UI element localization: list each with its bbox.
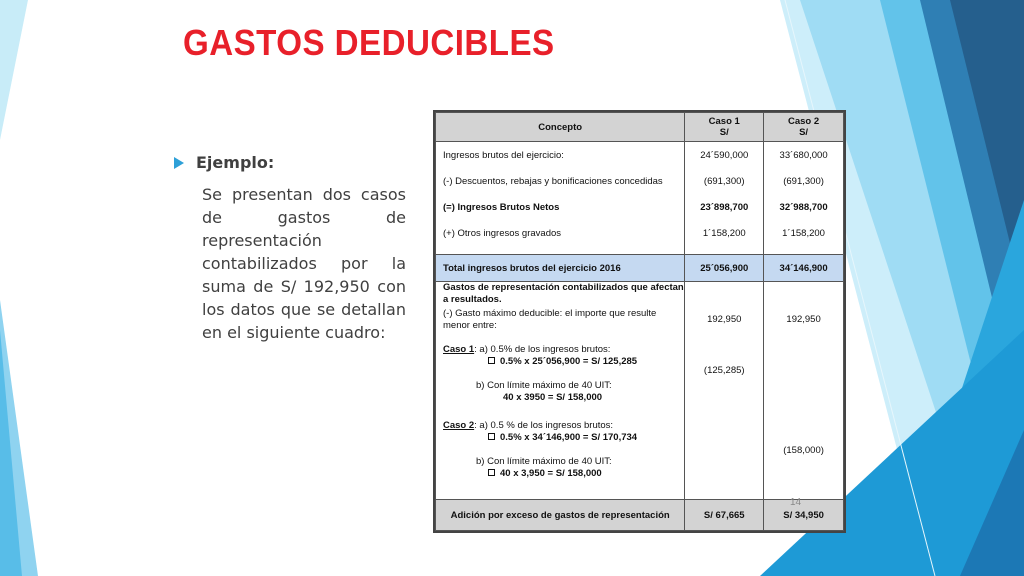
- detail-case1-amount: 192,950: [707, 314, 742, 325]
- detail-case1: [685, 282, 764, 500]
- case2-column: [764, 142, 844, 255]
- concept-column: [436, 142, 685, 255]
- case1-label: Caso 1: [443, 344, 475, 355]
- header-case2: Caso 2 S/: [764, 113, 844, 142]
- table-detail-row: [436, 282, 844, 500]
- detail-case2-b-calc: [443, 468, 684, 480]
- page-number: 14: [790, 497, 802, 508]
- concept-row-4: (+) Otros ingresos gravados: [443, 228, 562, 239]
- bullet-text: Se presentan dos casos de gastos de representación contabilizados por la suma de S/ 192,950 con los datos que se detallan en el siguiente cuadro:: [202, 185, 406, 342]
- bullet-label: Ejemplo:: [196, 153, 275, 172]
- slide-title: GASTOS DEDUCIBLES: [183, 22, 555, 63]
- case1-row-1: 24´590,000: [700, 150, 749, 161]
- footer-concept: Adición por exceso de gastos de representación: [436, 500, 685, 531]
- detail-case2-a: [443, 420, 684, 432]
- detail-case2-amount: 192,950: [786, 314, 821, 325]
- case1-row-3: 23´898,700: [700, 202, 749, 213]
- case2-a-calc-text: 0.5% x 34´146,900 = S/ 170,734: [500, 431, 638, 443]
- table-footer-row: [436, 500, 844, 531]
- detail-case2-deduct: (158,000): [783, 445, 824, 456]
- footer-case1: S/ 67,665: [685, 500, 764, 531]
- case2-row-4: 1´158,200: [782, 228, 825, 239]
- case2-a-text: : a) 0.5 % de los ingresos brutos:: [474, 420, 614, 431]
- detail-case2: [764, 282, 844, 500]
- detail-case2-a-calc: [443, 432, 684, 444]
- total-concept: Total ingresos brutos del ejercicio 2016: [436, 255, 685, 282]
- case1-column: [685, 142, 764, 255]
- detail-case1-deduct: (125,285): [703, 365, 745, 376]
- bullet-heading: [174, 153, 406, 172]
- header-concept: Concepto: [436, 113, 685, 142]
- table-header-row: [436, 113, 844, 142]
- detail-case2-b: b) Con límite máximo de 40 UIT:: [476, 456, 612, 467]
- bullet-block: [174, 153, 406, 344]
- detail-case1-a: [443, 344, 684, 356]
- table-row-group: [436, 142, 844, 255]
- total-case2: 34´146,900: [764, 255, 844, 282]
- checkbox-bullet-icon: [488, 357, 495, 364]
- detail-case1-a-calc: [443, 356, 684, 368]
- case1-a-text: : a) 0.5% de los ingresos brutos:: [474, 344, 611, 355]
- detail-case1-b: b) Con límite máximo de 40 UIT:: [476, 380, 612, 391]
- header-case1: Caso 1 S/: [685, 113, 764, 142]
- total-case1: 25´056,900: [685, 255, 764, 282]
- case1-row-4: 1´158,200: [702, 228, 746, 239]
- bullet-arrow-icon: [174, 157, 184, 169]
- detail-max-label: (-) Gasto máximo deducible: el importe que resulte menor entre:: [443, 308, 657, 331]
- case2-row-2: (691,300): [783, 176, 824, 187]
- footer-case2: S/ 34,950: [764, 500, 844, 531]
- detail-concept: [436, 282, 685, 500]
- concept-row-2: (-) Descuentos, rebajas y bonificaciones concedidas: [443, 176, 663, 187]
- case2-row-3: 32´988,700: [779, 202, 828, 213]
- detail-case1-b-calc: 40 x 3950 = S/ 158,000: [503, 391, 603, 403]
- case2-row-1: 33´680,000: [779, 150, 828, 161]
- checkbox-bullet-icon: [488, 433, 495, 440]
- case1-a-calc-text: 0.5% x 25´056,900 = S/ 125,285: [500, 355, 638, 367]
- detail-heading: Gastos de representación contabilizados que afectan a resultados.: [443, 282, 684, 305]
- checkbox-bullet-icon: [488, 469, 495, 476]
- case2-label: Caso 2: [443, 420, 475, 431]
- concept-row-1: Ingresos brutos del ejercicio:: [443, 150, 564, 161]
- table-total-row: [436, 255, 844, 282]
- concept-row-3: (=) Ingresos Brutos Netos: [443, 202, 560, 213]
- case2-b-calc-text: 40 x 3,950 = S/ 158,000: [500, 467, 602, 479]
- case1-row-2: (691,300): [703, 176, 745, 187]
- expense-table: [435, 112, 844, 531]
